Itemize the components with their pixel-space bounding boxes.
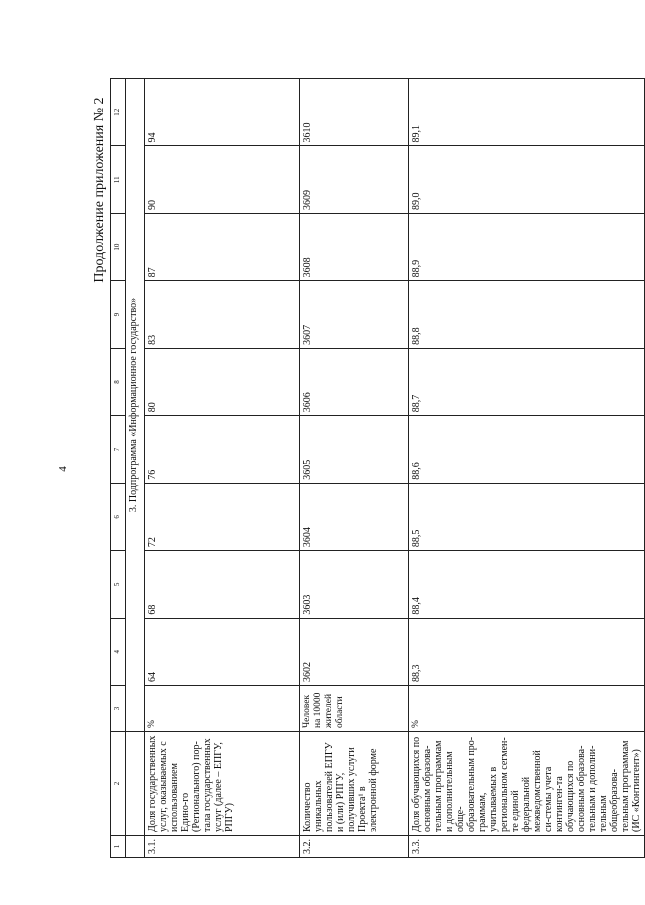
column-number: 7 [111, 416, 126, 483]
value-cell: 88,3 [409, 618, 645, 685]
unit-cell: % [409, 686, 645, 732]
column-number-row [111, 79, 126, 858]
value-cell: 88,5 [409, 483, 645, 550]
value-cell: 72 [145, 483, 300, 550]
column-number: 8 [111, 348, 126, 415]
column-number: 4 [111, 618, 126, 685]
value-cell: 89,1 [409, 79, 645, 147]
value-cell: 3610 [300, 79, 409, 147]
column-number: 10 [111, 213, 126, 280]
value-cell: 88,9 [409, 213, 645, 280]
value-cell: 88,4 [409, 551, 645, 618]
value-cell: 68 [145, 551, 300, 618]
value-cell: 90 [145, 146, 300, 213]
value-cell: 3609 [300, 146, 409, 213]
value-cell: 88,8 [409, 281, 645, 348]
value-cell: 3608 [300, 213, 409, 280]
section-title: 3. Подпрограмма «Информационное государство» [126, 79, 145, 732]
value-cell: 3603 [300, 551, 409, 618]
value-cell: 3604 [300, 483, 409, 550]
indicator-name: Доля государственных услуг, оказываемых с использованием Едино-го (Регионального) пор-тала государственных услуг (далее – ЕПГУ, РПГУ) [145, 732, 300, 836]
value-cell: 3605 [300, 416, 409, 483]
unit-cell: % [145, 686, 300, 732]
value-cell: 64 [145, 618, 300, 685]
row-number: 3.2. [300, 836, 409, 858]
column-number: 2 [111, 732, 126, 836]
value-cell: 89,0 [409, 146, 645, 213]
value-cell: 80 [145, 348, 300, 415]
table-row [409, 79, 645, 858]
unit-cell: Человек на 10000 жителей области [300, 686, 409, 732]
column-number: 1 [111, 836, 126, 858]
page-number: 4 [56, 466, 69, 472]
value-cell: 3607 [300, 281, 409, 348]
table-row [145, 79, 300, 858]
row-number: 3.1. [145, 836, 300, 858]
value-cell: 76 [145, 416, 300, 483]
value-cell: 3606 [300, 348, 409, 415]
column-number: 12 [111, 79, 126, 147]
column-number: 9 [111, 281, 126, 348]
continuation-title: Продолжение приложения № 2 [92, 97, 107, 283]
section-row [126, 79, 145, 858]
value-cell: 88,6 [409, 416, 645, 483]
column-number: 6 [111, 483, 126, 550]
indicators-table [110, 78, 645, 858]
table-row [300, 79, 409, 858]
column-number: 3 [111, 686, 126, 732]
value-cell: 94 [145, 79, 300, 147]
value-cell: 3602 [300, 618, 409, 685]
column-number: 5 [111, 551, 126, 618]
value-cell: 88,7 [409, 348, 645, 415]
column-number: 11 [111, 146, 126, 213]
indicators-table-container [110, 78, 642, 858]
indicator-name: Количество уникальных пользователей ЕПГУ и (или) РПГУ, получивших услуги Проекта¹ в электронной форме [300, 732, 409, 836]
row-number: 3.3. [409, 836, 645, 858]
value-cell: 83 [145, 281, 300, 348]
indicator-name: Доля обучающихся по основным образова-тельным программам и дополнительным обще-образовательным про-граммам, учитываемых в региональном сегмен-те единой федеральной межведомственной си-стемы учета континген-та обучающихся по основным образова-тельным и дополни-тельным общеобразова-тельным программам (ИС «Контингент») [409, 732, 645, 836]
value-cell: 87 [145, 213, 300, 280]
